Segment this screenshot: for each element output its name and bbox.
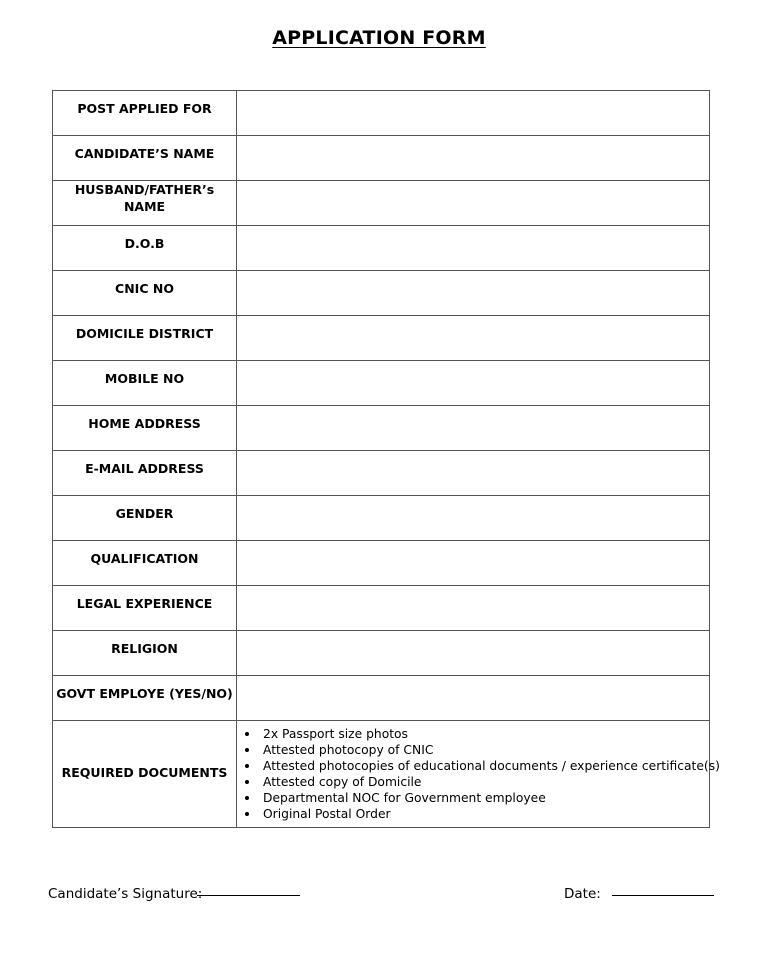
form-row-gender: [53, 496, 710, 541]
list-item: Attested photocopy of CNIC: [263, 742, 709, 758]
field-label-text: HUSBAND/FATHER’s NAME: [74, 182, 215, 214]
husband-father-name-input[interactable]: [237, 181, 710, 226]
field-label: [53, 721, 237, 828]
candidate-name-input[interactable]: [237, 136, 710, 181]
signature-line[interactable]: [197, 895, 300, 896]
field-label: [53, 451, 237, 496]
field-label-text: GOVT EMPLOYE (YES/NO): [56, 685, 233, 701]
home-address-input[interactable]: [237, 406, 710, 451]
date-label: Date:: [564, 886, 601, 902]
field-label: [53, 361, 237, 406]
field-label: [53, 271, 237, 316]
list-item: Attested photocopies of educational documents / experience certificate(s): [263, 759, 720, 773]
field-label: [53, 586, 237, 631]
form-row-govt-employee: [53, 676, 710, 721]
field-label-text: HOME ADDRESS: [88, 415, 201, 431]
list-item: Original Postal Order: [263, 806, 709, 822]
field-label-text: POST APPLIED FOR: [77, 100, 212, 116]
form-title: APPLICATION FORM: [272, 27, 486, 49]
field-label-text: MOBILE NO: [104, 370, 185, 386]
field-label-text: REQUIRED DOCUMENTS: [61, 764, 228, 780]
religion-input[interactable]: [237, 631, 710, 676]
field-label-text: LEGAL EXPERIENCE: [76, 595, 213, 611]
form-row-dob: [53, 226, 710, 271]
form-row-legal-experience: [53, 586, 710, 631]
list-item: Departmental NOC for Government employee: [263, 790, 709, 806]
field-label-text: GENDER: [115, 505, 174, 521]
qualification-input[interactable]: [237, 541, 710, 586]
mobile-input[interactable]: [237, 361, 710, 406]
list-item: Attested copy of Domicile: [263, 774, 709, 790]
field-label-text: CNIC NO: [115, 280, 174, 296]
field-label: [53, 136, 237, 181]
form-row-cnic: [53, 271, 710, 316]
form-row-home-address: [53, 406, 710, 451]
form-row-domicile-district: [53, 316, 710, 361]
post-applied-input[interactable]: [237, 91, 710, 136]
field-label: [53, 181, 237, 226]
required-documents-cell: [237, 721, 720, 828]
domicile-district-input[interactable]: [237, 316, 710, 361]
field-label: [53, 316, 237, 361]
field-label: [53, 541, 237, 586]
list-item: 2x Passport size photos: [263, 726, 709, 742]
form-row-religion: [53, 631, 710, 676]
field-label-text: CANDIDATE’S NAME: [74, 145, 215, 161]
legal-experience-input[interactable]: [237, 586, 710, 631]
field-label-text: QUALIFICATION: [90, 550, 199, 566]
gender-input[interactable]: [237, 496, 710, 541]
form-row-mobile: [53, 361, 710, 406]
form-row-candidate-name: [53, 136, 710, 181]
form-row-required-documents: [53, 721, 710, 828]
signature-label: Candidate’s Signature:: [48, 886, 203, 902]
field-label-text: D.O.B: [124, 235, 165, 251]
field-label-text: RELIGION: [111, 640, 178, 656]
application-form-table: [52, 90, 720, 828]
form-row-husband-father-name: [53, 181, 710, 226]
field-label: [53, 676, 237, 721]
email-input[interactable]: [237, 451, 710, 496]
dob-input[interactable]: [237, 226, 710, 271]
govt-employee-input[interactable]: [237, 676, 710, 721]
field-label: [53, 226, 237, 271]
date-line[interactable]: [612, 895, 714, 896]
form-row-qualification: [53, 541, 710, 586]
field-label: [53, 631, 237, 676]
cnic-input[interactable]: [237, 271, 710, 316]
field-label-text: E-MAIL ADDRESS: [85, 460, 204, 476]
field-label: [53, 406, 237, 451]
field-label: [53, 496, 237, 541]
form-row-email: [53, 451, 710, 496]
field-label: [53, 91, 237, 136]
required-documents-list: [237, 726, 720, 822]
form-row-post-applied: [53, 91, 710, 136]
field-label-text: DOMICILE DISTRICT: [75, 325, 214, 341]
